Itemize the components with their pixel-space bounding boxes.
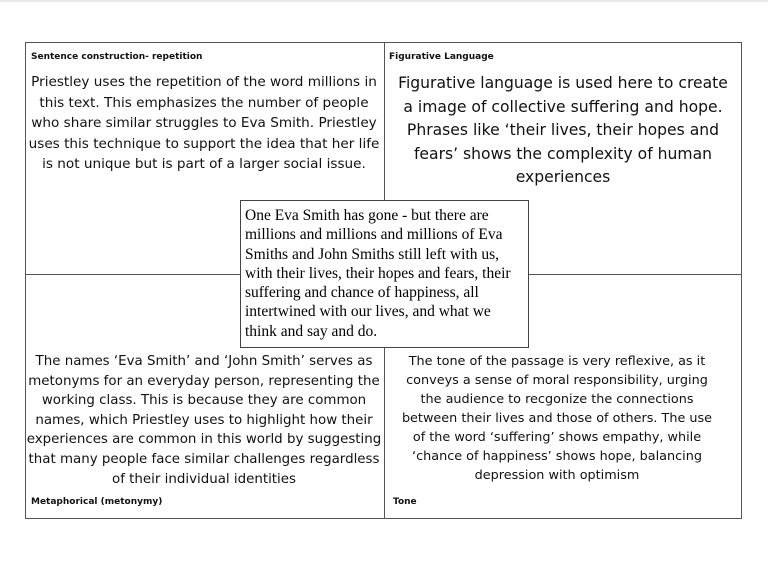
figurative-language-heading: Figurative Language	[389, 52, 494, 62]
repetition-heading: Sentence construction- repetition	[31, 52, 203, 62]
tone-analysis: The tone of the passage is very reflexive, as it conveys a sense of moral responsibility, urging the audience to recgonize the connections between their lives and those of others. The use of the word ‘suffering’ shows empathy, while ‘chance of happiness’ shows hope, balancing depression with optimism	[401, 354, 713, 483]
quote-box	[240, 200, 529, 348]
metonymy-analysis: The names ‘Eva Smith’ and ‘John Smith’ serves as metonyms for an everyday person, representing the working class. This is because they are common names, which Priestley uses to highlight how their experiences are common in this world by suggesting that many people face similar challenges regardless of their individual identities	[26, 354, 382, 487]
quote-text: One Eva Smith has gone - but there are millions and millions and millions of Eva Smiths and John Smiths still left with us, with their lives, their hopes and fears, their suffering and chance of happiness, all intertwined with our lives, and what we think and say and do.	[245, 207, 511, 340]
figurative-language-analysis: Figurative language is used here to create a image of collective suffering and hope. Phrases like ‘their lives, their hopes and fears’ shows the complexity of human experiences	[398, 74, 728, 187]
repetition-analysis: Priestley uses the repetition of the word millions in this text. This emphasizes the number of people who share similar struggles to Eva Smith. Priestley uses this technique to support the idea that her life is not unique but is part of a larger social issue.	[28, 74, 380, 172]
top-divider	[0, 0, 768, 2]
tone-heading: Tone	[393, 497, 417, 507]
metonymy-heading: Metaphorical (metonymy)	[31, 497, 163, 507]
